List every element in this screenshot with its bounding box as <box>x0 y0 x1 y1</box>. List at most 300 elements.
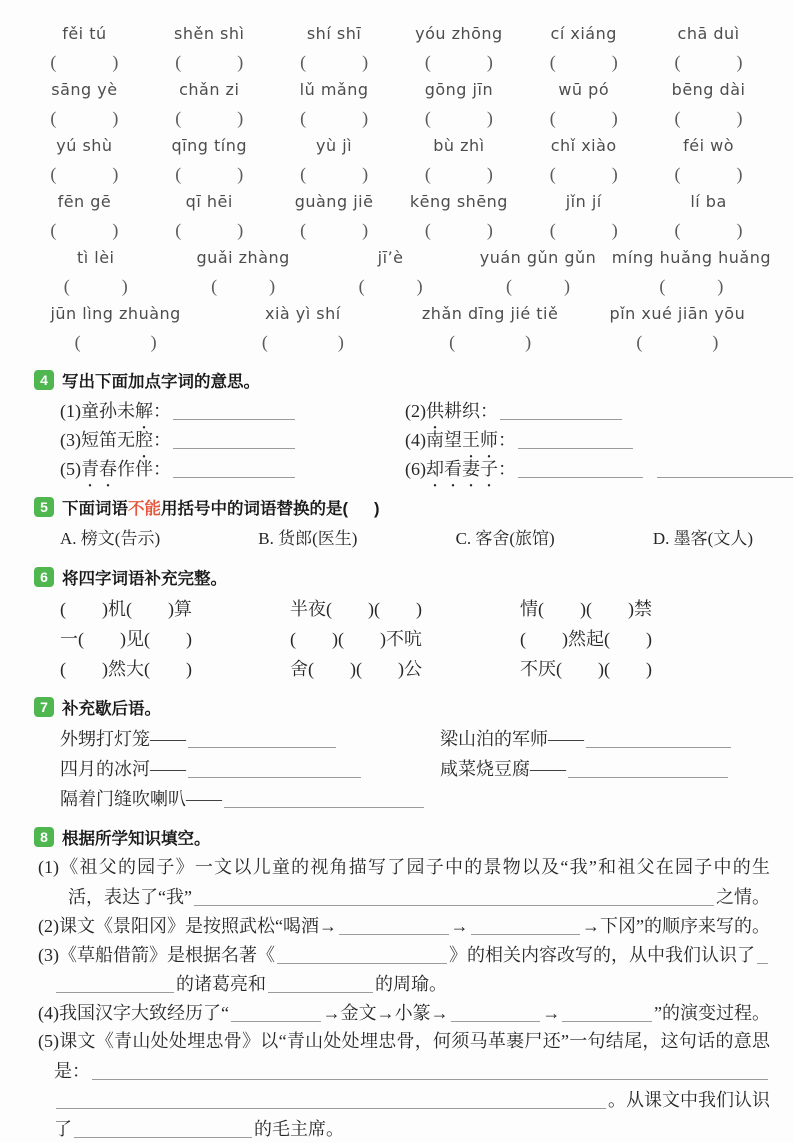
text: → <box>542 1003 561 1023</box>
text: (1)《祖父的园子》一文以儿童的视角描写了园子中的景物以及“我”和祖父在园子中的生 <box>38 857 770 877</box>
answer-parens <box>550 48 618 76</box>
xiehouyu-item <box>60 723 440 753</box>
pinyin-text: yóu zhōng <box>415 24 503 43</box>
text: )( <box>332 629 344 649</box>
paren-close: ) <box>611 220 618 240</box>
paren-close: ) <box>237 220 244 240</box>
emphasized-word <box>135 427 153 454</box>
pinyin-item <box>646 132 771 188</box>
paren-open: ( <box>549 220 556 240</box>
answer-blank <box>268 992 373 993</box>
paren-open: ( <box>549 108 556 128</box>
answer-parens <box>425 216 493 244</box>
section-number-badge: 5 <box>34 497 54 517</box>
emphasized-char: 却 <box>426 459 444 479</box>
pinyin-item <box>521 188 646 244</box>
paren-close: ) <box>269 276 276 296</box>
pinyin-item <box>396 20 521 76</box>
paren-close: ) <box>717 276 724 296</box>
section-word-substitution <box>0 496 793 553</box>
answer-parens <box>175 48 243 76</box>
emphasized-word <box>426 398 444 425</box>
answer-blank <box>562 1021 652 1022</box>
paren-close: ) <box>611 108 618 128</box>
text: ) <box>416 599 422 619</box>
section-header <box>34 826 793 848</box>
pinyin-item <box>396 76 521 132</box>
paren-close: ) <box>121 276 128 296</box>
text: 之情。 <box>716 887 770 907</box>
fill-in-line <box>68 882 770 911</box>
paren-open: ( <box>74 332 81 352</box>
paren-open: ( <box>175 220 182 240</box>
pinyin-item <box>147 188 272 244</box>
paren-close: ) <box>611 164 618 184</box>
paren-close: ) <box>362 52 369 72</box>
emphasized-word <box>135 398 153 425</box>
paren-open: ( <box>674 220 681 240</box>
text: 不厌( <box>520 659 562 679</box>
idiom-item <box>520 623 793 653</box>
paren-close: ) <box>611 52 618 72</box>
idiom-item <box>60 593 290 623</box>
pinyin-text: yuán gǔn gǔn <box>479 248 597 267</box>
section-title: 将四字词语补充完整。 <box>62 570 227 588</box>
paren-close: ) <box>337 332 344 352</box>
pinyin-text: chǐ xiào <box>550 136 617 155</box>
answer-blank <box>518 477 643 478</box>
text: 作伴： <box>117 459 171 479</box>
pinyin-item <box>646 188 771 244</box>
paren-open: ( <box>175 52 182 72</box>
answer-parens <box>675 160 743 188</box>
fill-in-items <box>0 853 793 1143</box>
text: 下面词语 <box>62 500 128 518</box>
text: )( <box>598 659 610 679</box>
answer-parens <box>425 48 493 76</box>
section-title <box>62 495 380 519</box>
fill-in-line <box>38 853 770 882</box>
paren-open: ( <box>300 52 307 72</box>
answer-parens <box>300 160 368 188</box>
text: ： <box>498 430 516 450</box>
section-header <box>34 496 793 518</box>
answer-blank <box>56 1108 606 1109</box>
paren-open: ( <box>659 276 666 296</box>
paren-close: ) <box>486 108 493 128</box>
pinyin-item <box>521 20 646 76</box>
text: (5)课文《青山处处埋忠骨》以“青山处处埋忠骨，何须马革裹尸还”一句结尾，这句话的意思 <box>38 1031 770 1051</box>
text: )( <box>580 599 592 619</box>
text: 情( <box>520 599 544 619</box>
answer-parens <box>636 328 718 356</box>
idiom-item <box>520 593 793 623</box>
answer-parens <box>75 328 157 356</box>
highlighted-text: 不能 <box>128 500 161 518</box>
paren-close: ) <box>736 164 743 184</box>
fill-in-line <box>54 1056 770 1085</box>
text: 短笛无 <box>81 430 135 450</box>
pinyin-text: guǎi zhàng <box>196 248 290 267</box>
answer-parens <box>675 104 743 132</box>
fill-in-item <box>38 853 770 911</box>
pinyin-item <box>22 300 209 356</box>
word-meaning-item <box>405 396 793 425</box>
pinyin-text: yú shù <box>56 136 113 155</box>
pinyin-text: tì lèi <box>76 248 115 267</box>
paren-close: ) <box>237 52 244 72</box>
pinyin-row <box>22 76 771 132</box>
emphasized-char: 腔 <box>135 430 153 450</box>
section-title: 写出下面加点字词的意思。 <box>62 373 260 391</box>
fill-in-line <box>38 911 770 940</box>
answer-blank <box>74 1137 252 1138</box>
word-meaning-item <box>60 454 405 483</box>
pinyin-item <box>147 132 272 188</box>
xiehouyu-item <box>60 783 440 813</box>
answer-parens <box>300 104 368 132</box>
paren-close: ) <box>362 220 369 240</box>
paren-close: ) <box>416 276 423 296</box>
answer-parens <box>359 272 423 300</box>
paren-open: ( <box>50 164 57 184</box>
idiom-item <box>290 623 520 653</box>
section-title: 根据所学知识填空。 <box>62 830 211 848</box>
paren-open: ( <box>424 164 431 184</box>
paren-open: ( <box>636 332 643 352</box>
text: ) <box>646 659 652 679</box>
paren-open: ( <box>300 164 307 184</box>
xiehouyu-text: 咸菜烧豆腐—— <box>440 759 566 779</box>
emphasized-word <box>462 427 498 454</box>
pinyin-text: féi wò <box>683 136 734 155</box>
pinyin-text: zhǎn dīng jié tiě <box>421 304 559 323</box>
emphasized-char: 春 <box>99 459 117 479</box>
paren-open: ( <box>300 220 307 240</box>
paren-open: ( <box>506 276 513 296</box>
answer-blank <box>173 419 295 420</box>
paren-open: ( <box>549 52 556 72</box>
paren-open: ( <box>261 332 268 352</box>
pinyin-item <box>272 76 397 132</box>
xiehouyu-row <box>0 753 793 783</box>
answer-blank <box>568 777 728 778</box>
answer-parens <box>550 160 618 188</box>
text: ( <box>520 629 526 649</box>
text: (3)《草船借箭》是根据名著《 <box>38 945 275 965</box>
emphasized-char: 供 <box>426 401 444 421</box>
pinyin-text: fěi tú <box>62 24 107 43</box>
item-label: (2) <box>405 401 426 421</box>
answer-parens <box>175 104 243 132</box>
pinyin-item <box>646 76 771 132</box>
item-label: (4) <box>405 430 426 450</box>
text: ) <box>646 629 652 649</box>
paren-close: ) <box>525 332 532 352</box>
text: ) <box>186 659 192 679</box>
option-c: C. 客舍(旅馆) <box>455 529 555 548</box>
text: 童孙未 <box>81 401 135 421</box>
text: ( <box>60 659 66 679</box>
text: ) <box>374 500 380 518</box>
paren-close: ) <box>150 332 157 352</box>
paren-open: ( <box>424 220 431 240</box>
paren-close: ) <box>112 108 119 128</box>
pinyin-text: jūn lìng zhuàng <box>50 304 181 323</box>
section-number-badge: 4 <box>34 370 54 390</box>
pinyin-item <box>272 132 397 188</box>
text: 耕织： <box>444 401 498 421</box>
text: )机( <box>102 599 132 619</box>
answer-parens <box>550 104 618 132</box>
text: ( <box>60 599 66 619</box>
pinyin-text: kēng shēng <box>409 192 508 211</box>
pinyin-item <box>464 244 611 300</box>
paren-close: ) <box>712 332 719 352</box>
paren-open: ( <box>674 52 681 72</box>
answer-parens <box>300 216 368 244</box>
answer-parens <box>211 272 275 300</box>
idiom-grid <box>0 593 793 683</box>
answer-parens <box>50 104 118 132</box>
answer-parens <box>50 160 118 188</box>
section-header <box>34 369 793 391</box>
pinyin-text: chā duì <box>677 24 740 43</box>
paren-open: ( <box>50 108 57 128</box>
paren-open: ( <box>358 276 365 296</box>
paren-open: ( <box>674 108 681 128</box>
pinyin-text: sāng yè <box>51 80 118 99</box>
answer-blank <box>471 934 581 935</box>
pinyin-item <box>22 132 147 188</box>
pinyin-text: qī hēi <box>185 192 233 211</box>
paren-open: ( <box>63 276 70 296</box>
section-number-badge: 7 <box>34 697 54 717</box>
pinyin-text: jī’è <box>377 248 404 267</box>
section-complete-idioms <box>0 566 793 683</box>
choice-options <box>0 523 793 553</box>
text: )然大( <box>102 659 150 679</box>
text: )算 <box>168 599 192 619</box>
paren-close: ) <box>362 164 369 184</box>
paren-open: ( <box>211 276 218 296</box>
paren-close: ) <box>112 220 119 240</box>
pinyin-text: yù jì <box>316 136 353 155</box>
pinyin-item <box>22 76 147 132</box>
fill-in-line <box>54 1114 770 1143</box>
pinyin-text: chǎn zi <box>179 80 240 99</box>
answer-parens <box>175 216 243 244</box>
text: )然起( <box>562 629 610 649</box>
fill-in-item <box>38 998 770 1027</box>
paren-close: ) <box>112 164 119 184</box>
paren-close: ) <box>237 164 244 184</box>
paren-open: ( <box>549 164 556 184</box>
item-label: (6) <box>405 459 426 479</box>
pinyin-item <box>646 20 771 76</box>
answer-parens <box>175 160 243 188</box>
text: ( <box>290 629 296 649</box>
fill-in-item <box>38 911 770 940</box>
answer-parens <box>550 216 618 244</box>
idiom-item <box>290 653 520 683</box>
text: 的毛主席。 <box>254 1119 344 1139</box>
xiehouyu-text: 四月的冰河—— <box>60 759 186 779</box>
item-label: (1) <box>60 401 81 421</box>
emphasized-char: 解 <box>135 401 153 421</box>
answer-parens <box>659 272 723 300</box>
pinyin-text: shěn shì <box>174 24 245 43</box>
pinyin-text: qīng tíng <box>171 136 247 155</box>
answer-parens <box>50 216 118 244</box>
word-meaning-item <box>60 425 405 454</box>
emphasized-char: 王 <box>462 430 480 450</box>
pinyin-text: xià yì shí <box>265 304 341 323</box>
fill-in-line <box>38 940 770 969</box>
answer-blank <box>56 992 174 993</box>
pinyin-item <box>521 132 646 188</box>
text: ： <box>153 430 171 450</box>
text: 活，表达了“我” <box>68 887 192 907</box>
paren-open: ( <box>424 52 431 72</box>
paren-open: ( <box>300 108 307 128</box>
text: )( <box>350 659 362 679</box>
pinyin-item <box>22 244 169 300</box>
answer-parens <box>262 328 344 356</box>
paren-close: ) <box>362 108 369 128</box>
answer-blank <box>188 777 361 778</box>
item-label: (3) <box>60 430 81 450</box>
pinyin-item <box>22 188 147 244</box>
pinyin-item <box>272 20 397 76</box>
answer-blank <box>277 963 447 964</box>
pinyin-item <box>317 244 464 300</box>
pinyin-text: lí ba <box>690 192 727 211</box>
item-label: (5) <box>60 459 81 479</box>
xiehouyu-row <box>0 723 793 753</box>
text: )公 <box>398 659 422 679</box>
pinyin-row <box>22 20 771 76</box>
pinyin-item <box>584 300 771 356</box>
pinyin-item <box>397 300 584 356</box>
pinyin-item <box>22 20 147 76</box>
section-title: 补充歇后语。 <box>62 700 161 718</box>
pinyin-item <box>396 188 521 244</box>
pinyin-text: gōng jīn <box>424 80 494 99</box>
pinyin-item <box>612 244 771 300</box>
section-header <box>34 696 793 718</box>
paren-close: ) <box>736 108 743 128</box>
section-xiehouyu <box>0 696 793 813</box>
paren-open: ( <box>674 164 681 184</box>
answer-parens <box>506 272 570 300</box>
answer-parens <box>675 48 743 76</box>
answer-parens <box>425 160 493 188</box>
pinyin-text: cí xiáng <box>550 24 617 43</box>
text: →金文→小篆→ <box>322 1003 449 1023</box>
fill-in-line <box>38 1027 770 1056</box>
xiehouyu-rows <box>0 723 793 813</box>
paren-open: ( <box>50 52 57 72</box>
option-b: B. 货郎(医生) <box>258 529 358 548</box>
option-a: A. 榜文(告示) <box>60 529 161 548</box>
emphasized-char: 妻 <box>462 459 480 479</box>
section-header <box>34 566 793 588</box>
text: 了 <box>54 1119 72 1139</box>
answer-blank <box>657 477 793 478</box>
text: ： <box>498 459 516 479</box>
paren-open: ( <box>424 108 431 128</box>
option-d: D. 墨客(文人) <box>652 529 753 548</box>
text: ： <box>153 401 171 421</box>
answer-blank <box>757 963 768 964</box>
text: 是： <box>54 1061 90 1081</box>
pinyin-item <box>209 300 396 356</box>
answer-parens <box>675 216 743 244</box>
text: )不吭 <box>380 629 422 649</box>
paren-close: ) <box>736 52 743 72</box>
fill-in-item <box>38 940 770 998</box>
pinyin-item <box>147 76 272 132</box>
answer-blank <box>518 448 633 449</box>
paren-open: ( <box>449 332 456 352</box>
text: → <box>450 916 469 936</box>
text: 。从课文中我们认识 <box>608 1090 770 1110</box>
emphasized-char: 子 <box>480 459 498 479</box>
pinyin-row <box>22 300 771 356</box>
answer-blank <box>224 807 424 808</box>
paren-open: ( <box>50 220 57 240</box>
fill-in-line <box>54 1085 770 1114</box>
text: 舍( <box>290 659 314 679</box>
word-meaning-item <box>60 396 405 425</box>
text: 的诸葛亮和 <box>176 974 266 994</box>
pinyin-row <box>22 132 771 188</box>
text: 》的相关内容改写的，从中我们认识了 <box>449 945 755 965</box>
answer-blank <box>194 905 714 906</box>
section-knowledge-fill <box>0 826 793 1143</box>
text: →下冈”的顺序来写的。 <box>582 916 771 936</box>
answer-parens <box>64 272 128 300</box>
paren-close: ) <box>564 276 571 296</box>
xiehouyu-text: 梁山泊的军师—— <box>440 729 584 749</box>
paren-close: ) <box>736 220 743 240</box>
xiehouyu-text: 隔着门缝吹喇叭—— <box>60 789 222 809</box>
text: )( <box>368 599 380 619</box>
pinyin-item <box>147 20 272 76</box>
section-number-badge: 8 <box>34 827 54 847</box>
pinyin-text: wū pó <box>558 80 610 99</box>
pinyin-row <box>22 244 771 300</box>
answer-blank <box>339 934 449 935</box>
text: ”的演变过程。 <box>654 1003 770 1023</box>
xiehouyu-item <box>440 723 770 753</box>
pinyin-text: míng huǎng huǎng <box>611 248 772 267</box>
text: 南望 <box>426 430 462 450</box>
answer-parens <box>449 328 531 356</box>
text: (2)课文《景阳冈》是按照武松“喝酒→ <box>38 916 337 936</box>
word-meaning-item <box>405 425 793 454</box>
idiom-item <box>60 623 290 653</box>
answer-blank <box>173 448 295 449</box>
fill-in-line <box>54 969 770 998</box>
pinyin-text: bù zhì <box>433 136 485 155</box>
section-number-badge: 6 <box>34 567 54 587</box>
emphasized-word <box>81 456 117 483</box>
pinyin-exercise <box>0 20 793 356</box>
xiehouyu-item <box>60 753 440 783</box>
answer-parens <box>300 48 368 76</box>
